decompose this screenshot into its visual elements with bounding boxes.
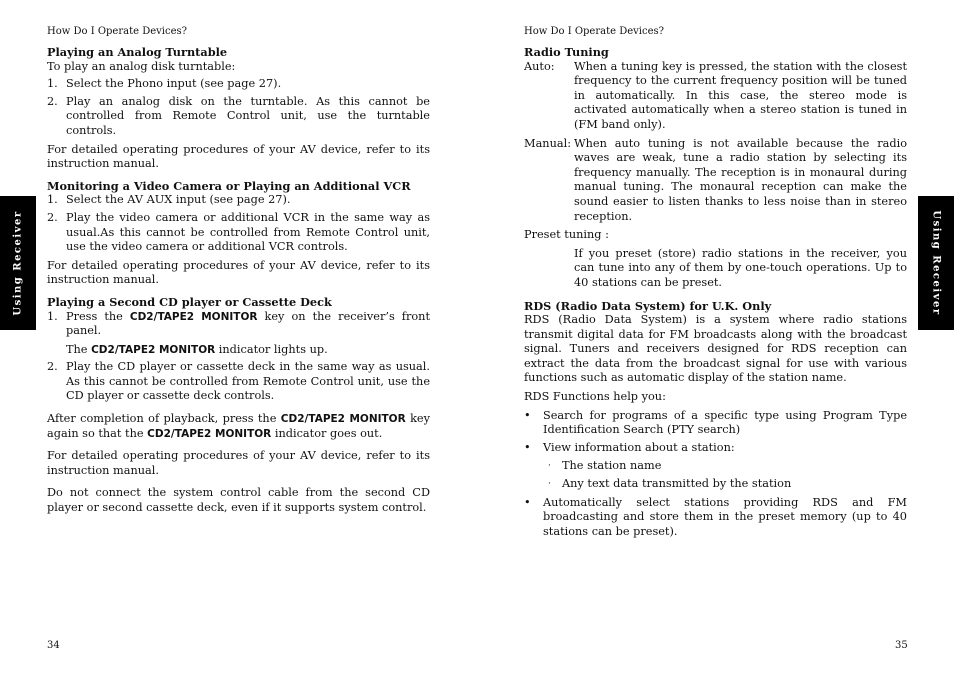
analog-section <box>47 45 430 172</box>
bullet-item <box>524 409 907 438</box>
running-head: How Do I Operate Devices? <box>47 26 187 37</box>
step-number: 1. <box>47 77 58 91</box>
definition-text: When a tuning key is pressed, the station with the closest frequency to the current frequency position will be tuned in automatically. In this case, the stereo mode is activated automatically when a stereo station is tuned in (FM band only). <box>574 59 907 131</box>
step-item <box>47 211 430 255</box>
step-item <box>47 95 430 139</box>
step-number: 2. <box>47 360 58 374</box>
control-name: CD2/TAPE2 MONITOR <box>91 343 216 356</box>
definition-term: Auto: <box>524 59 555 73</box>
bullet-marker: • <box>524 495 531 509</box>
sub-marker: · <box>548 461 551 472</box>
rds-functions-label: RDS Functions help you: <box>524 390 666 404</box>
subnote-text: The <box>66 342 92 356</box>
bullet-text: Automatically select stations providing RDS and FM broadcasting and store them in the preset memory (up to 40 stations can be preset). <box>543 495 907 538</box>
control-name: CD2/TAPE2 MONITOR <box>129 310 258 323</box>
bullet-marker: • <box>524 440 531 454</box>
radio-tuning-section <box>524 45 907 291</box>
preset-description: If you preset (store) radio stations in the receiver, you can tune into any of them by one-touch operations. Up to 40 stations can be preset. <box>574 246 907 289</box>
bullet-item <box>524 441 907 456</box>
section-heading: RDS (Radio Data System) for U.K. Only <box>524 298 772 313</box>
intro-text: To play an analog disk turntable: <box>47 59 236 73</box>
sub-text: The station name <box>562 459 662 473</box>
warning-text: Do not connect the system control cable from the second CD player or second cassette deck, even if it supports system control. <box>47 486 430 515</box>
definition-term: Manual: <box>524 136 572 150</box>
step-text: Select the AV AUX input (see page 27). <box>66 193 291 207</box>
control-name: CD2/TAPE2 MONITOR <box>147 427 272 440</box>
step-list <box>47 77 430 138</box>
auto-definition <box>524 60 907 133</box>
page-number: 34 <box>47 640 60 651</box>
video-section <box>47 179 430 288</box>
subnote-text: indicator lights up. <box>215 342 328 356</box>
step-item <box>47 360 430 404</box>
definition-text: When auto tuning is not available because the radio waves are weak, tune a radio station by selecting its frequency manually. The reception is in monaural during manual tuning. The monaural reception can make the sound easier to listen thanks to less noise than in stereo reception. <box>574 136 907 223</box>
note-text: For detailed operating procedures of your AV device, refer to its instruction manual. <box>47 142 430 171</box>
step-text: Play the CD player or cassette deck in the same way as usual. As this cannot be controlled from Remote Control unit, use the CD player or cassette deck controls. <box>66 360 430 403</box>
bullet-item <box>524 496 907 540</box>
rds-function-list <box>524 409 907 456</box>
right-content <box>524 45 907 543</box>
section-tab <box>0 196 36 330</box>
step-number: 2. <box>47 94 58 108</box>
rds-function-list <box>524 496 907 540</box>
preset-label: Preset tuning : <box>524 228 609 242</box>
bullet-text: Search for programs of a specific type using Program Type Identification Search (PTY search) <box>543 408 907 437</box>
sub-marker: · <box>548 479 551 490</box>
step-text: Play the video camera or additional VCR in the same way as usual.As this cannot be controlled from Remote Control unit, use the video camera or additional VCR controls. <box>66 210 430 254</box>
note-text: For detailed operating procedures of your AV device, refer to its instruction manual. <box>47 258 430 287</box>
cd-section <box>47 295 430 516</box>
bullet-marker: • <box>524 408 531 422</box>
section-tab-label: Using Receiver <box>12 210 24 316</box>
section-heading: Playing a Second CD player or Cassette Deck <box>47 294 332 309</box>
step-text: Select the Phono input (see page 27). <box>66 77 282 91</box>
step-item <box>47 310 430 339</box>
after-text: After completion of playback, press the <box>47 412 281 426</box>
running-head: How Do I Operate Devices? <box>524 26 664 37</box>
step-list <box>47 310 430 339</box>
after-text: key again so that the <box>47 412 430 440</box>
step-text: Play an analog disk on the turntable. As this cannot be controlled from Remote Control unit, use the turntable controls. <box>66 94 430 137</box>
section-heading: Radio Tuning <box>524 45 609 59</box>
step-subnote <box>47 343 430 358</box>
control-name: CD2/TAPE2 MONITOR <box>280 413 406 426</box>
after-playback-text <box>47 412 430 441</box>
right-page <box>477 0 954 675</box>
rds-section <box>524 299 907 540</box>
step-list <box>47 360 430 404</box>
step-text: key on the receiver’s front panel. <box>66 309 430 338</box>
sub-text: Any text data transmitted by the station <box>562 477 792 491</box>
step-item <box>47 193 430 208</box>
after-text: indicator goes out. <box>271 426 383 440</box>
section-tab-label: Using Receiver <box>930 210 942 316</box>
step-number: 1. <box>47 193 58 207</box>
section-heading: Monitoring a Video Camera or Playing an Additional VCR <box>47 178 411 193</box>
station-info-list <box>524 459 907 491</box>
step-item <box>47 77 430 92</box>
manual-definition <box>524 137 907 225</box>
left-content <box>47 45 430 520</box>
page-number: 35 <box>895 640 908 651</box>
rds-intro: RDS (Radio Data System) is a system where radio stations transmit digital data for FM broadcasts along with the broadcast signal. Tuners and receivers designed for RDS reception can extract the data from the broadcast signal for use with various functions such as automatic display of the station name. <box>524 313 907 385</box>
section-heading: Playing an Analog Turntable <box>47 45 228 59</box>
bullet-text: View information about a station: <box>543 440 735 454</box>
sub-item <box>524 477 907 492</box>
step-list <box>47 193 430 254</box>
step-number: 2. <box>47 210 58 224</box>
step-number: 1. <box>47 309 58 323</box>
note-text: For detailed operating procedures of your AV device, refer to its instruction manual. <box>47 449 430 477</box>
step-text: Press the <box>66 309 130 323</box>
sub-item <box>524 459 907 474</box>
section-tab <box>918 196 954 330</box>
